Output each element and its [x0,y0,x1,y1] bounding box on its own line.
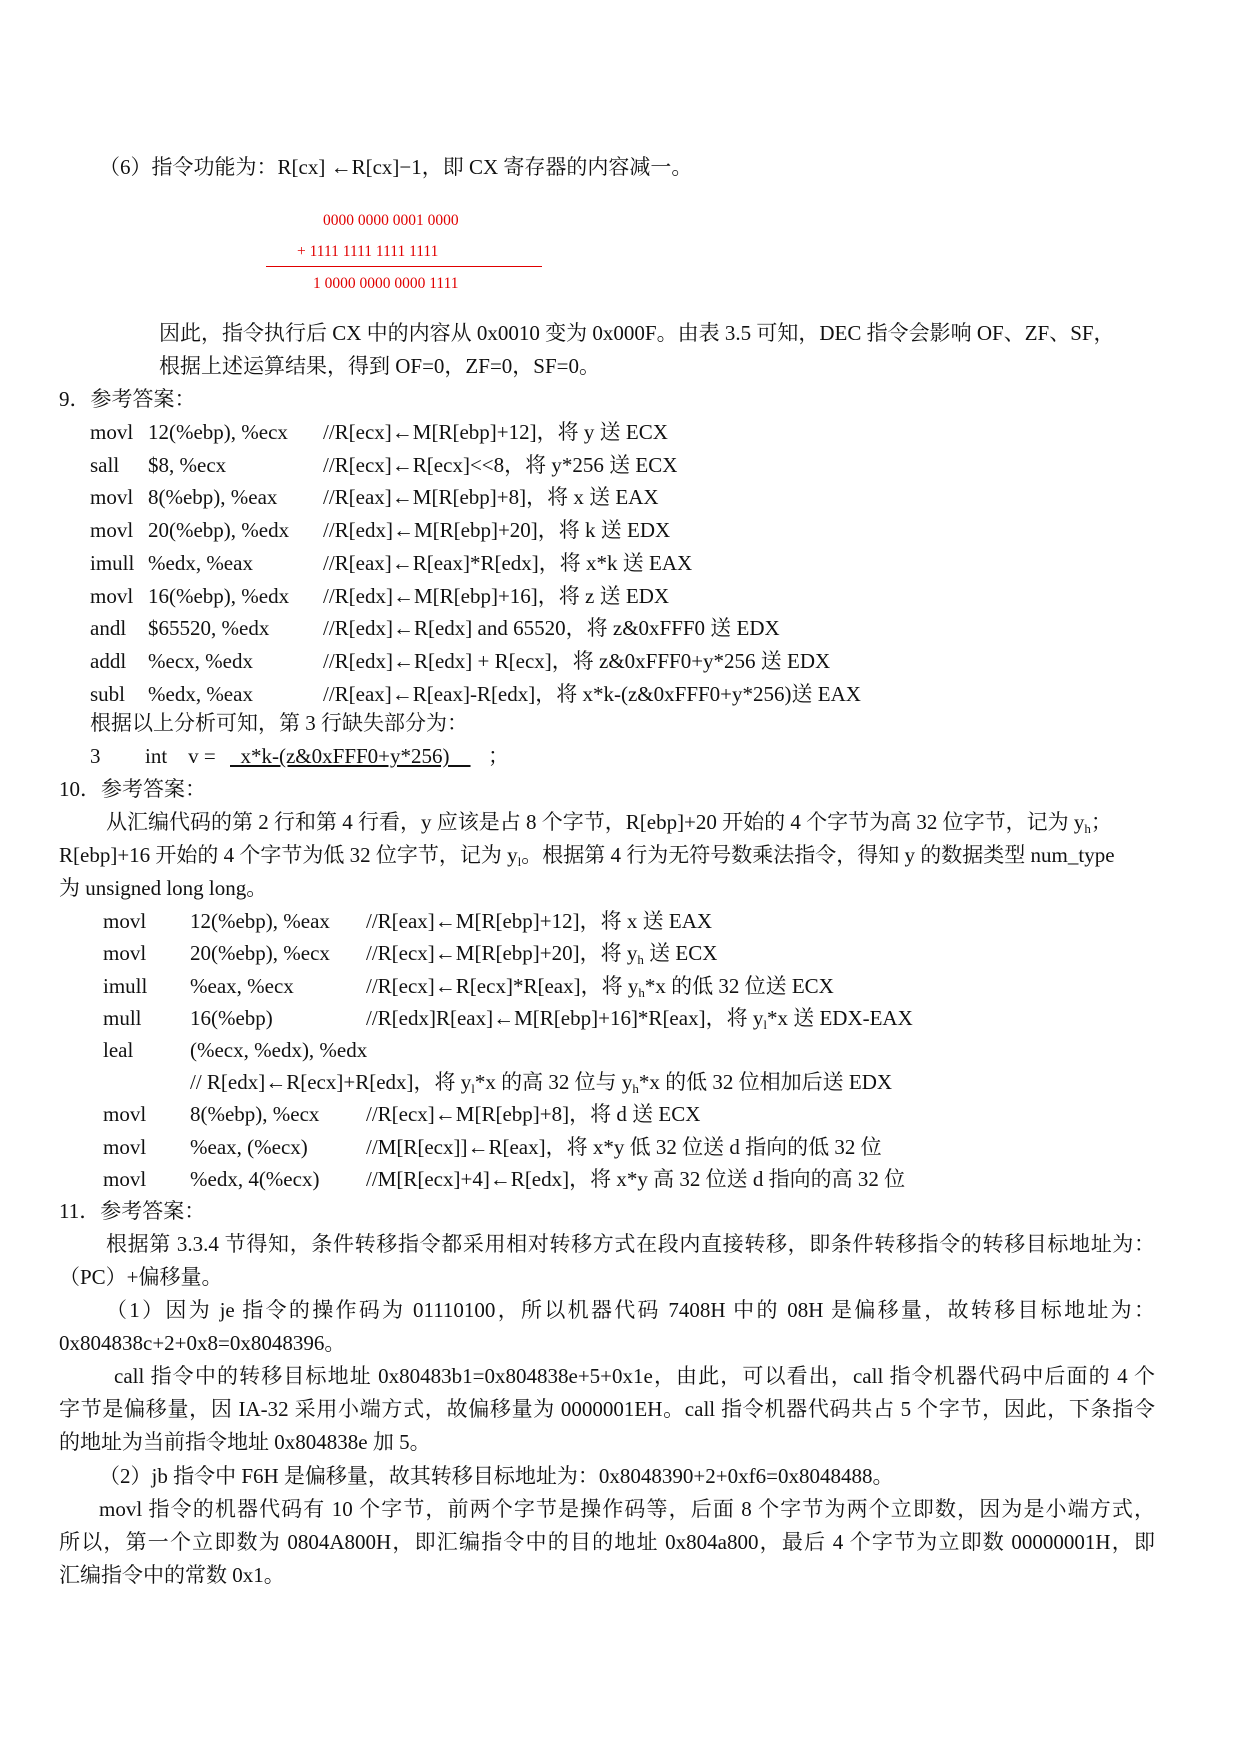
instruction-comment: //M[R[ecx]]←R[eax]，将 x*y 低 32 位送 d 指向的低 32 位 [366,1134,882,1159]
q10-leal-sub-1: l [471,1081,475,1096]
q11-heading: 11．参考答案： [59,1199,206,1223]
instruction-opcode: movl [103,909,147,933]
q10-p1-text: 从汇编代码的第 2 行和第 4 行看，y 应该是占 8 个字节，R[ebp]+20 开始的 4 个字节为高 32 位字节，记为 y [106,810,1085,834]
instruction-operands: %edx, 4(%ecx) [190,1167,320,1191]
q11-line-1: 根据第 3.3.4 节得知，条件转移指令都采用相对转移方式在段内直接转移，即条件转移指令的转移目标地址为： [106,1232,1155,1256]
instruction-operands: 20(%ebp), %ecx [190,941,330,966]
q10-p2-end: 。根据第 4 行为无符号数乘法指令，得知 y 的数据类型 num_type [521,843,1115,867]
comment-subscript: h [637,952,644,968]
instruction-comment [366,972,834,1000]
instruction-operands: 16(%ebp), %edx [148,583,290,608]
q11-line-2: （PC）+偏移量。 [59,1265,223,1289]
instruction-operands: %edx, %eax [148,681,253,706]
comment-text-tail: 送 ECX [643,941,718,966]
q10-paragraph-line-2 [59,841,1115,869]
instruction-comment: //R[eax]←M[R[ebp]+8]，将 x 送 EAX [323,485,659,510]
q9-heading: 9．参考答案： [59,387,196,411]
instruction-opcode: movl [90,485,134,510]
instruction-comment: //R[ecx]←M[R[ebp]+12]，将 y 送 ECX [323,420,668,444]
section-6-result-line-1: 因此，指令执行后 CX 中的内容从 0x0010 变为 0x000F。由表 3.5 可知，DEC 指令会影响 OF、ZF、SF， [159,321,1115,345]
instruction-opcode: movl [90,420,134,444]
instruction-opcode: movl [90,518,134,543]
q9-conclusion: 根据以上分析可知，第 3 行缺失部分为： [90,711,468,735]
instruction-comment: //R[edx]←R[edx] + R[ecx]，将 z&0xFFF0+y*256 送 EDX [323,648,831,673]
q11-line-6: 字节是偏移量，因 IA-32 采用小端方式，故偏移量为 0000001EH。call 指令机器代码共占 5 个字节，因此，下条指令 [59,1397,1155,1421]
q11-line-9: movl 指令的机器代码有 10 个字节，前两个字节是操作码等，后面 8 个字节为两个立即数，因为是小端方式， [99,1497,1155,1521]
instruction-comment [366,1004,913,1032]
instruction-operands: %eax, %ecx [190,973,294,998]
instruction-operands: (%ecx, %edx), %edx [190,1038,368,1063]
instruction-opcode: imull [90,550,135,575]
q9-answer-expression: x*k-(z&0xFFF0+y*256) [230,744,471,768]
instruction-operands: 20(%ebp), %edx [148,518,290,543]
instruction-comment [366,907,712,935]
instruction-operands: 16(%ebp) [190,1005,273,1030]
instruction-operands: 12(%ebp), %eax [190,909,330,933]
instruction-opcode: movl [103,1134,147,1159]
q11-line-11: 汇编指令中的常数 0x1。 [59,1563,285,1587]
calc-divider [266,266,542,267]
instruction-opcode: movl [103,1167,147,1191]
comment-subscript: h [638,984,645,1000]
section-6-intro: （6）指令功能为：R[cx] ←R[cx]−1，即 CX 寄存器的内容减一。 [99,155,693,179]
comment-text: //R[ecx]←M[R[ebp]+20]，将 y [366,941,638,966]
instruction-comment [366,939,717,967]
comment-text-tail: *x 的低 32 位送 ECX [644,973,834,998]
q10-leal-comment [190,1068,892,1096]
q9-answer-number: 3 [90,744,101,768]
instruction-operands: 8(%ebp), %eax [148,485,278,510]
comment-text: //R[ecx]←R[ecx]*R[eax]，将 y [366,973,639,998]
instruction-comment: //R[edx]←M[R[ebp]+20]，将 k 送 EDX [323,518,671,543]
q11-line-7: 的地址为当前指令地址 0x804838e 加 5。 [59,1430,431,1454]
instruction-opcode: leal [103,1038,134,1063]
instruction-operands: 12(%ebp), %ecx [148,420,288,444]
instruction-operands: $8, %ecx [148,452,227,477]
q10-leal-comment-b: *x 的高 32 位与 y [474,1070,633,1094]
calc-result: 1 0000 0000 0000 1111 [313,275,459,292]
instruction-opcode: movl [90,583,134,608]
instruction-opcode: imull [103,973,148,998]
instruction-comment: //R[eax]←R[eax]*R[edx]，将 x*k 送 EAX [323,550,693,575]
q11-line-3: （1）因为 je 指令的操作码为 01110100，所以机器代码 7408H 中的 08H 是偏移量，故转移目标地址为： [106,1298,1155,1322]
instruction-opcode: movl [103,941,147,966]
q10-p1-end: ； [1090,810,1112,834]
q10-heading: 10．参考答案： [59,777,206,801]
instruction-operands: 8(%ebp), %ecx [190,1102,320,1126]
q10-paragraph-line-3: 为 unsigned long long。 [59,876,268,900]
instruction-operands: %ecx, %edx [148,648,253,673]
q10-p2-subscript: l [517,854,522,869]
instruction-opcode: andl [90,616,127,641]
comment-text: //R[eax]←M[R[ebp]+12]，将 x 送 EAX [366,909,713,933]
q11-line-10: 所以，第一个立即数为 0804A800H，即汇编指令中的目的地址 0x804a800，最后 4 个字节为立即数 00000001H，即 [59,1530,1155,1554]
q10-leal-sub-2: h [632,1081,639,1096]
instruction-comment: //R[edx]←M[R[ebp]+16]，将 z 送 EDX [323,583,670,608]
instruction-comment: //R[ecx]←R[ecx]<<8，将 y*256 送 ECX [323,452,678,477]
instruction-comment: //R[eax]←R[eax]-R[edx]，将 x*k-(z&0xFFF0+y*256)送 EAX [323,681,861,706]
q11-line-8: （2）jb 指令中 F6H 是偏移量，故其转移目标地址为：0x8048390+2+0xf6=0x8048488。 [99,1464,894,1488]
q9-answer-semicolon: ； [488,744,509,768]
calc-operand-2: + 1111 1111 1111 1111 [297,243,439,260]
instruction-opcode: mull [103,1005,142,1030]
instruction-comment: //R[ecx]←M[R[ebp]+8]，将 d 送 ECX [366,1102,701,1126]
instruction-comment: //M[R[ecx]+4]←R[edx]，将 x*y 高 32 位送 d 指向的高 32 位 [366,1167,906,1191]
q11-line-4: 0x804838c+2+0x8=0x8048396。 [59,1331,346,1355]
section-6-result-line-2: 根据上述运算结果，得到 OF=0，ZF=0，SF=0。 [159,354,600,378]
q10-leal-comment-a: // R[edx]←R[ecx]+R[edx]，将 y [190,1070,472,1094]
instruction-operands: %eax, (%ecx) [190,1134,308,1159]
q10-paragraph-line-1 [106,808,1112,836]
instruction-opcode: sall [90,452,120,477]
q10-p1-subscript: h [1084,821,1091,836]
q10-leal-comment-c: *x 的低 32 位相加后送 EDX [638,1070,893,1094]
instruction-opcode: addl [90,648,127,673]
calc-operand-1: 0000 0000 0001 0000 [323,212,459,229]
instruction-opcode: subl [90,681,126,706]
q9-answer-declaration: int v = [145,744,216,768]
instruction-comment: //R[edx]←R[edx] and 65520，将 z&0xFFF0 送 EDX [323,616,780,641]
q10-p2-text: R[ebp]+16 开始的 4 个字节为低 32 位字节，记为 y [59,843,518,867]
q11-line-5: call 指令中的转移目标地址 0x80483b1=0x804838e+5+0x1e，由此，可以看出，call 指令机器代码中后面的 4 个 [114,1364,1155,1388]
comment-subscript: l [763,1016,767,1032]
instruction-opcode: movl [103,1102,147,1126]
comment-text: //R[edx]R[eax]←M[R[ebp]+16]*R[eax]，将 y [366,1005,764,1030]
comment-text-tail: *x 送 EDX-EAX [766,1005,913,1030]
instruction-operands: %edx, %eax [148,550,253,575]
instruction-operands: $65520, %edx [148,616,270,641]
